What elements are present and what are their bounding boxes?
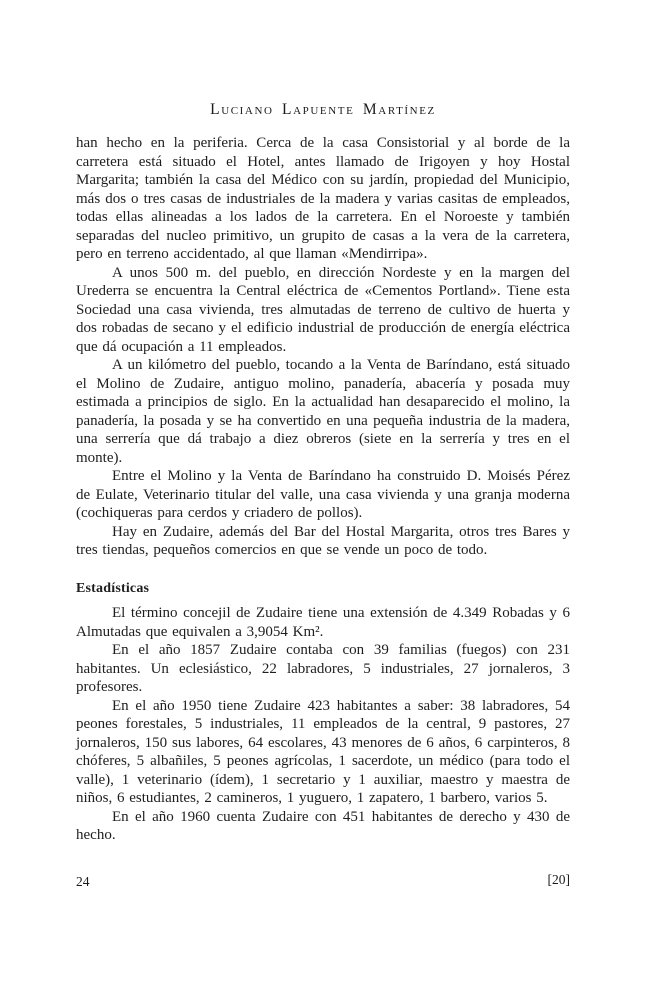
page-number: 24 [76,874,90,889]
issue-reference: [20] [547,872,570,887]
paragraph-censo-1857: En el año 1857 Zudaire contaba con 39 familias (fuegos) con 231 habitantes. Un eclesiástico, 22 labradores, 5 industriales, 27 jornaleros, 3 profesores. [76,642,570,695]
paragraph-bares-tiendas: Hay en Zudaire, además del Bar del Hostal Margarita, otros tres Bares y tres tiendas, pequeños comercios en que se vende un poco de todo. [76,523,570,558]
paragraph-molino-zudaire: A un kilómetro del pueblo, tocando a la Venta de Baríndano, está situado el Molino de Zudaire, antiguo molino, panadería, abacería y posada muy estimada a principios de siglo. En la actualidad han desaparecido el molino, la panadería, la posada y se ha convertido en una pequeña industria de la madera, una serrería que dá trabajo a diez obreros (siete en la serrería y tres en el monte). [76,357,570,466]
page-body [76,134,570,845]
paragraph-periferia: han hecho en la periferia. Cerca de la casa Consistorial y al borde de la carretera está situado el Hotel, antes llamado de Irigoyen y hoy Hostal Margarita; también la casa del Médico con su jardín, propiedad del Municipio, más dos o tres casas de industriales de la madera y varias casitas de empleados, todas ellas alineadas a los lados de la carretera. En el Noroeste y también separadas del nucleo primitivo, un grupito de casas a la vera de la carretera, pero en terreno accidentado, al que llaman «Mendirripa». [76,135,570,262]
paragraph-granja-moderna: Entre el Molino y la Venta de Baríndano ha construido D. Moisés Pérez de Eulate, Veterinario titular del valle, una casa vivienda y una granja moderna (cochiqueras para cerdos y criadero de pollos). [76,468,570,521]
section-heading-estadisticas: Estadísticas [76,580,150,596]
paragraph-censo-1950: En el año 1950 tiene Zudaire 423 habitantes a saber: 38 labradores, 54 peones forestales, 5 industriales, 11 empleados de la central, 9 pastores, 27 jornaleros, 150 sus labores, 64 escolares, 43 menores de 6 años, 6 carpinteros, 8 chóferes, 5 albañiles, 5 peones agrícolas, 1 sacerdote, un médico (para todo el valle), 1 veterinario (ídem), 1 secretario y 1 auxiliar, maestro y maestra de niños, 6 estudiantes, 2 camineros, 1 yuguero, 1 zapatero, 1 barbero, varios 5. [76,697,570,806]
paragraph-central-electrica: A unos 500 m. del pueblo, en dirección Nordeste y en la margen del Urederra se encuentra la Central eléctrica de «Cementos Portland». Tiene esta Sociedad una casa vivienda, tres almutadas de terreno de cultivo de huerta y dos robadas de secano y el edificio industrial de producción de energía eléctrica que dá ocupación a 11 empleados. [76,264,570,355]
paragraph-censo-1960: En el año 1960 cuenta Zudaire con 451 habitantes de derecho y 430 de hecho. [76,808,570,843]
running-header-author: Luciano Lapuente Martínez [210,101,436,118]
paragraph-extension-termino: El término concejil de Zudaire tiene una extensión de 4.349 Robadas y 6 Almutadas que equivalen a 3,9054 Km². [76,605,570,640]
